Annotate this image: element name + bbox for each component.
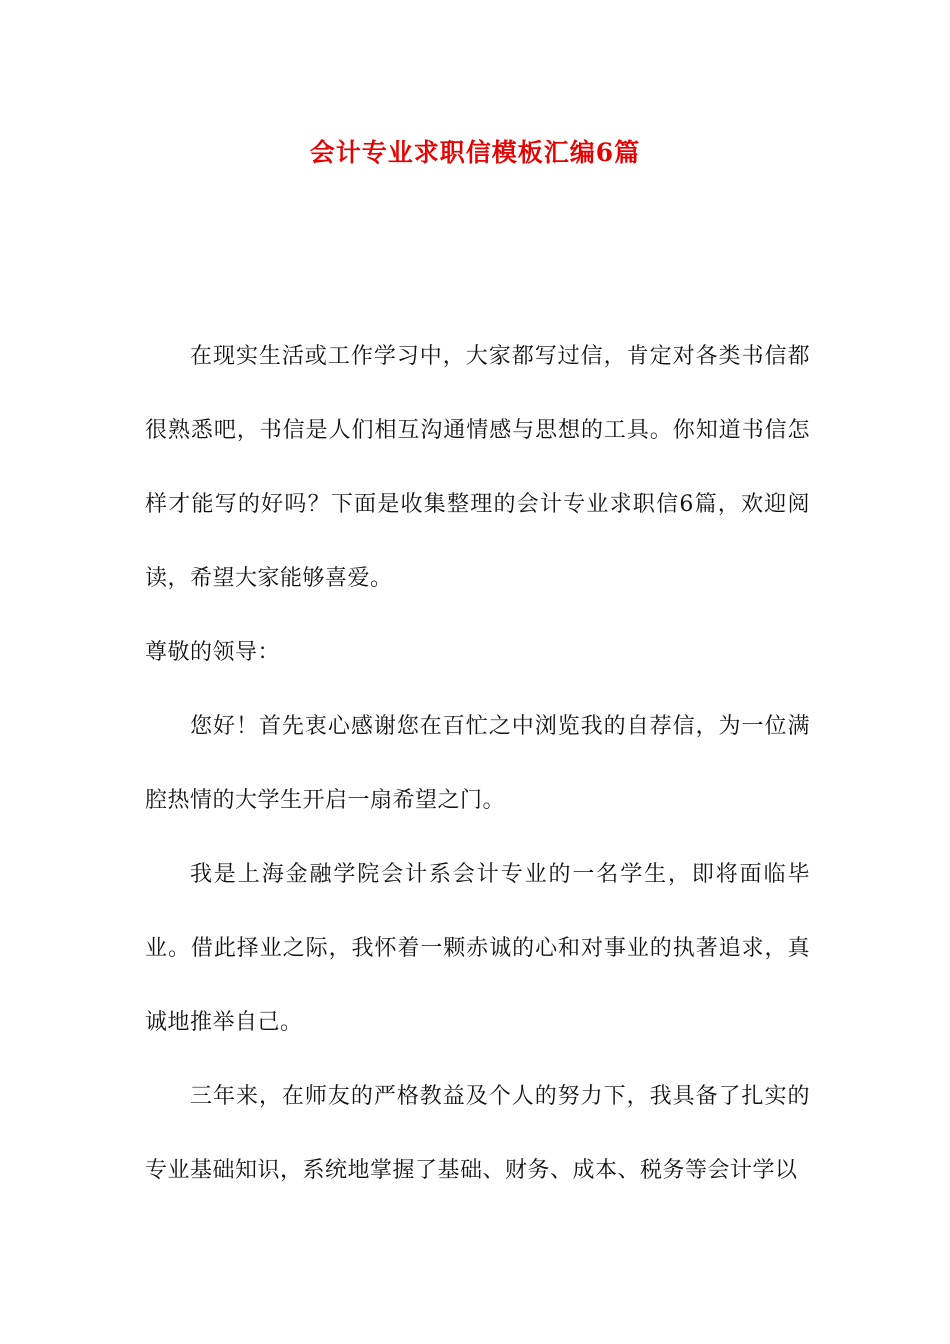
paragraph-education: 三年来，在师友的严格教益及个人的努力下，我具备了扎实的专业基础知识，系统地掌握了基础、财务、成本、税务等会计学以 bbox=[145, 1084, 810, 1183]
paragraph-intro: 在现实生活或工作学习中，大家都写过信，肯定对各类书信都很熟悉吧，书信是人们相互沟通情感与思想的工具。你知道书信怎样才能写的好吗？下面是收集整理的会计专业求职信6篇，欢迎阅读，希望大家能够喜爱。 bbox=[145, 344, 810, 591]
paragraph-salutation: 尊敬的领导： bbox=[145, 640, 281, 665]
document-body bbox=[145, 320, 810, 1208]
document-title: 会计专业求职信模板汇编6篇 bbox=[309, 138, 641, 167]
paragraph-self-introduction: 我是上海金融学院会计系会计专业的一名学生，即将面临毕业。借此择业之际，我怀着一颗赤诚的心和对事业的执著追求，真诚地推举自己。 bbox=[145, 862, 810, 1035]
paragraph-greeting: 您好！首先衷心感谢您在百忙之中浏览我的自荐信，为一位满腔热情的大学生开启一扇希望之门。 bbox=[145, 714, 810, 813]
